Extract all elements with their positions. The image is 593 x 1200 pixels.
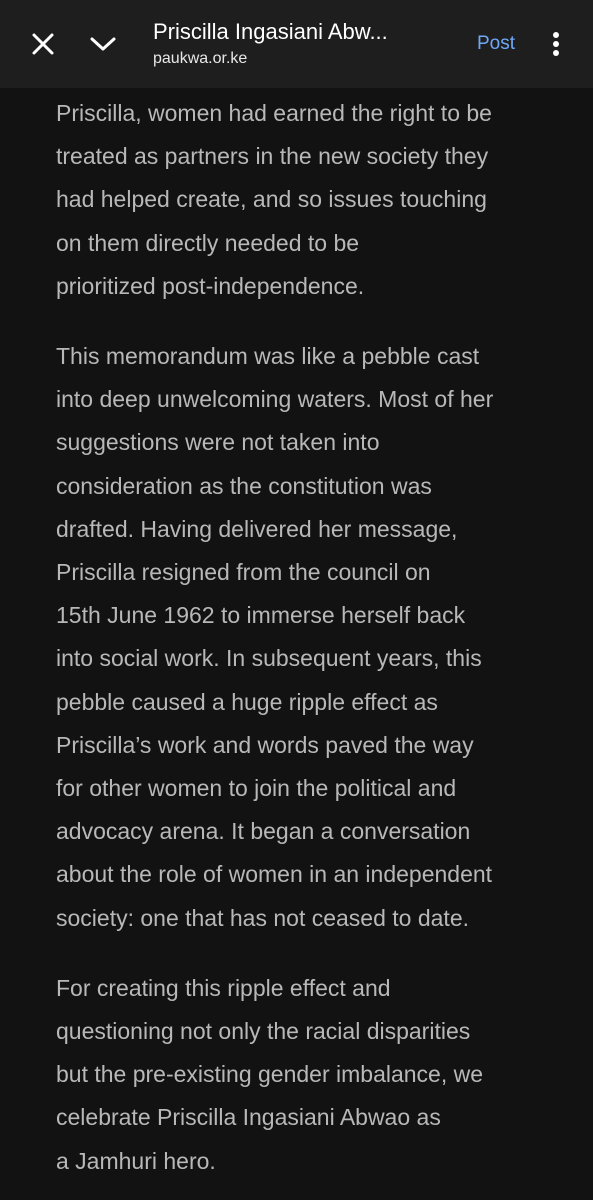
paragraph-line: but the pre-existing gender imbalance, we <box>56 1061 484 1088</box>
paragraph-line: advocacy arena. It began a conversation <box>56 818 471 845</box>
overflow-menu-button[interactable] <box>545 0 567 88</box>
article-paragraph <box>56 92 534 308</box>
paragraph-line: about the role of women in an independent <box>56 861 493 888</box>
paragraph-line: into deep unwelcoming waters. Most of her <box>56 386 494 413</box>
top-app-bar <box>0 0 593 88</box>
paragraph-line: Priscilla’s work and words paved the way <box>56 731 474 758</box>
close-icon <box>31 32 55 56</box>
paragraph-line: into social work. In subsequent years, this <box>56 645 482 672</box>
paragraph-line: celebrate Priscilla Ingasiani Abwao as <box>56 1104 441 1131</box>
paragraph-line: treated as partners in the new society they <box>56 143 489 170</box>
paragraph-line: This memorandum was like a pebble cast <box>56 343 480 370</box>
paragraph-line: society: one that has not ceased to date. <box>56 904 470 931</box>
page-title: Priscilla Ingasiani Abw... <box>153 19 388 44</box>
paragraph-line: questioning not only the racial disparities <box>56 1018 471 1045</box>
paragraph-line: pebble caused a huge ripple effect as <box>56 688 438 715</box>
more-vert-icon <box>552 31 560 57</box>
paragraph-line: prioritized post-independence. <box>56 272 365 299</box>
page-title-block <box>153 18 477 70</box>
article-paragraph <box>56 335 534 940</box>
paragraph-line: suggestions were not taken into <box>56 429 380 456</box>
page-url: paukwa.or.ke <box>153 50 248 67</box>
close-button[interactable] <box>13 0 73 88</box>
post-button[interactable]: Post <box>476 33 515 54</box>
paragraph-line: Priscilla resigned from the council on <box>56 559 431 586</box>
paragraph-line: for other women to join the political and <box>56 775 457 802</box>
paragraph-line: consideration as the constitution was <box>56 472 432 499</box>
paragraph-line: Priscilla, women had earned the right to be <box>56 100 492 126</box>
paragraph-line: For creating this ripple effect and <box>56 974 391 1001</box>
paragraph-line: had helped create, and so issues touching <box>56 186 487 213</box>
collapse-button[interactable] <box>73 0 133 88</box>
paragraph-line: on them directly needed to be <box>56 229 360 256</box>
paragraph-line: a Jamhuri hero. <box>56 1147 216 1174</box>
article-body <box>0 88 593 1200</box>
paragraph-line: drafted. Having delivered her message, <box>56 515 458 542</box>
article-paragraph <box>56 967 534 1183</box>
paragraph-line: 15th June 1962 to immerse herself back <box>56 602 466 629</box>
chevron-down-icon <box>89 35 117 53</box>
